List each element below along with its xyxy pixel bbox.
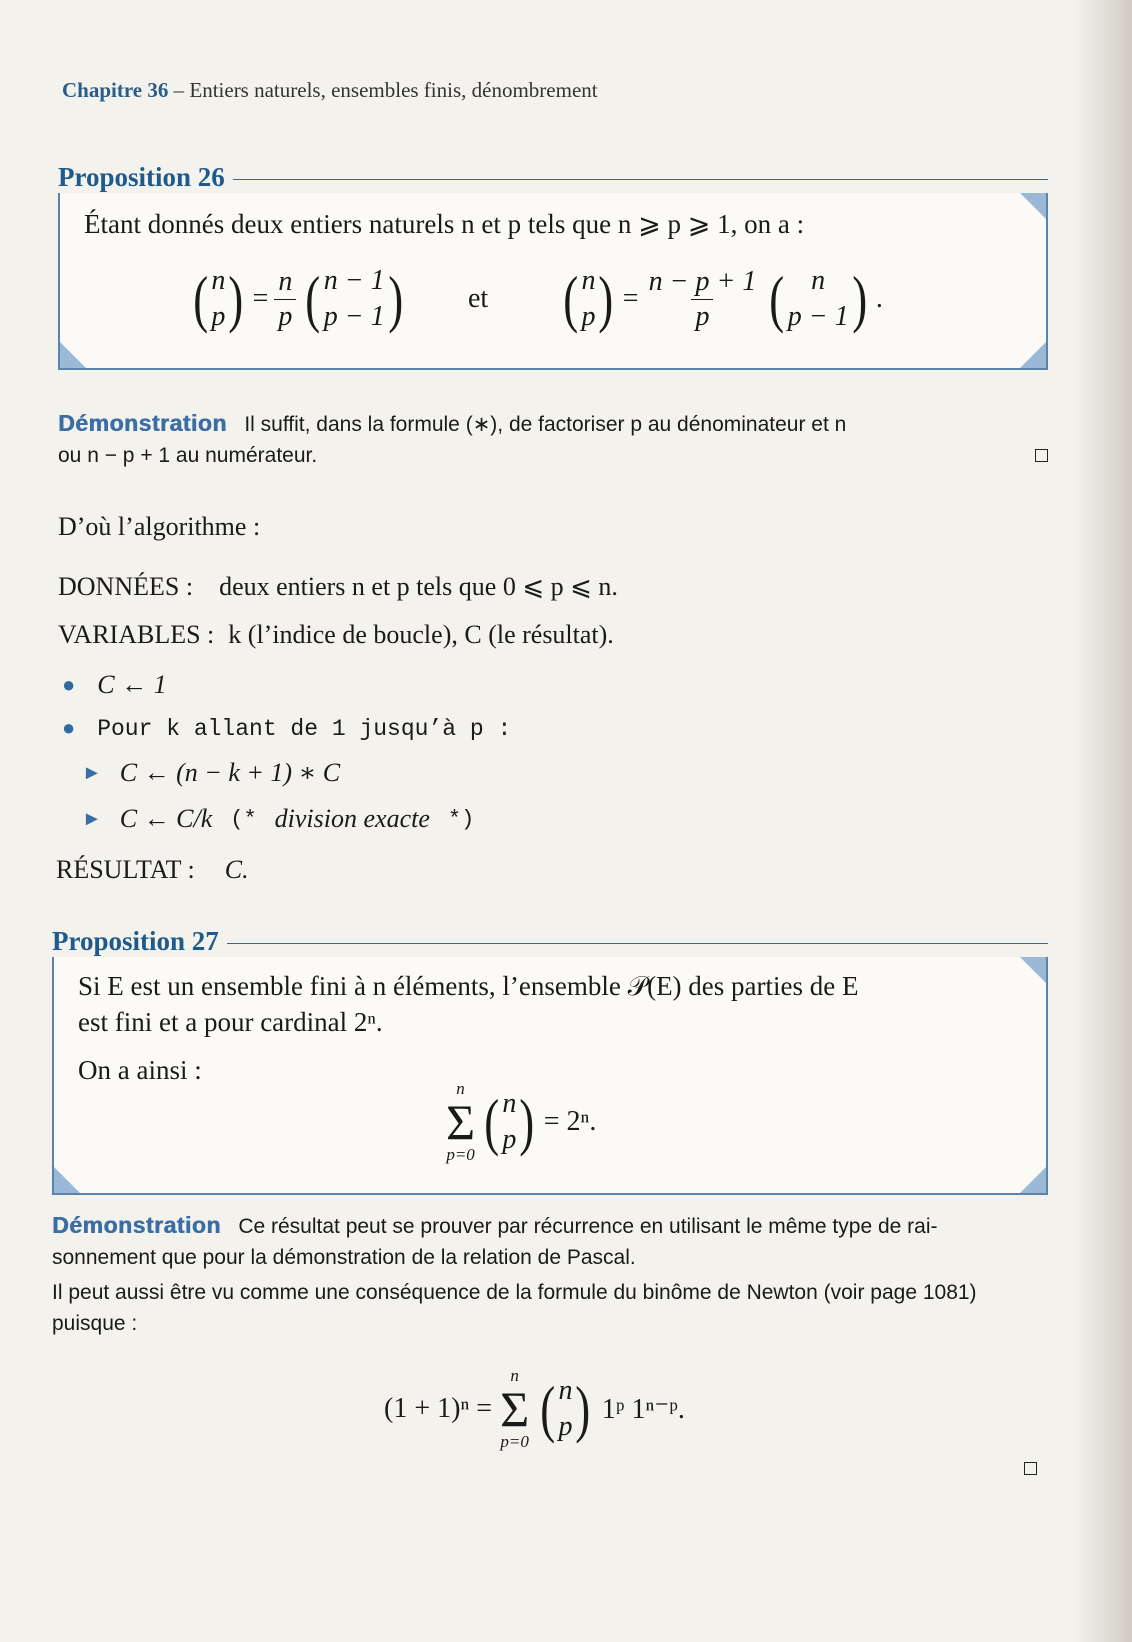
demonstration-2 <box>52 1210 1048 1339</box>
algorithm-step-1 <box>62 670 167 700</box>
running-header <box>62 78 598 103</box>
demonstration-text: Il suffit, dans la formule (∗), de factoriser p au dénominateur et n <box>244 413 847 436</box>
demonstration-text: sonnement que pour la démonstration de la relation de Pascal. <box>52 1246 636 1269</box>
binomial: ( n p ) <box>540 1373 591 1444</box>
demonstration-text: ou n − p + 1 au numérateur. <box>58 444 318 467</box>
binomial: ( n p ) <box>563 263 614 334</box>
corner-decoration <box>1020 1167 1046 1193</box>
algorithm-donnees <box>58 572 618 602</box>
qed-square-icon <box>1024 1462 1037 1480</box>
corner-decoration <box>1020 957 1046 983</box>
proposition-27-box <box>52 957 1048 1195</box>
algorithm-step-2 <box>62 716 511 742</box>
title-rule <box>227 943 1048 944</box>
proposition-26-statement: Étant donnés deux entiers naturels n et p tels que n ⩾ p ⩾ 1, on a : <box>84 209 805 239</box>
demonstration-text: puisque : <box>52 1312 138 1335</box>
proposition-26-title: Proposition 26 <box>58 162 225 192</box>
demonstration-label: Démonstration <box>52 1212 221 1238</box>
algorithm-variables <box>58 620 614 650</box>
proposition-26 <box>58 162 1048 370</box>
equals-sign: = <box>252 283 269 314</box>
formula-lhs: (1 + 1)ⁿ = <box>384 1393 493 1424</box>
comment-open: (* <box>230 806 257 832</box>
proposition-27-line: On a ainsi : <box>78 1055 202 1085</box>
algorithm-step-4 <box>82 804 474 834</box>
algorithm-resultat <box>56 855 249 885</box>
algorithm-intro: D’où l’algorithme : <box>58 512 261 541</box>
comment-close: *) <box>447 806 475 832</box>
formula-rhs: 1ᵖ 1ⁿ⁻ᵖ. <box>601 1394 685 1425</box>
proposition-26-title-row <box>58 162 1048 193</box>
demonstration-text: Il peut aussi être vu comme une conséquence de la formule du binôme de Newton (voir page 1081) <box>52 1281 977 1304</box>
equals-sign: = <box>622 283 639 314</box>
donnees-label: DONNÉES : <box>58 572 194 601</box>
et-word: et <box>467 283 489 314</box>
proposition-27-title-row <box>52 926 1048 957</box>
step-code: C ← C/k <box>119 804 213 833</box>
chapter-title: – Entiers naturels, ensembles finis, dénombrement <box>173 78 598 102</box>
bullet-icon: ● <box>62 716 76 742</box>
step-code: C ← 1 <box>97 670 167 699</box>
arrow-bullet-icon: ► <box>82 761 102 784</box>
fraction: $\frac{n}{p}$ <box>274 265 296 334</box>
title-rule <box>233 179 1048 180</box>
page-edge-shadow <box>1072 0 1132 1642</box>
proposition-27-line: est fini et a pour cardinal 2ⁿ. <box>78 1007 383 1037</box>
demonstration-1 <box>58 408 1048 471</box>
period: . <box>875 283 883 314</box>
binomial: ( n p − 1 ) <box>769 263 867 334</box>
bullet-icon: ● <box>62 672 76 697</box>
fraction: $\frac{n - p + 1}{p}$ <box>648 265 757 332</box>
algorithm-step-3 <box>82 758 340 788</box>
step-comment: division exacte <box>274 804 430 833</box>
corner-decoration <box>54 1167 80 1193</box>
step-code: C ← (n − k + 1) ∗ C <box>119 758 341 787</box>
variables-text: k (l’indice de boucle), C (le résultat). <box>228 620 614 649</box>
proposition-27-line: Si E est un ensemble fini à n éléments, l’ensemble 𝒫(E) des parties de E <box>78 971 859 1001</box>
resultat-label: RÉSULTAT : <box>56 855 195 884</box>
step-code: Pour k allant de 1 jusqu’à p : <box>97 716 512 742</box>
variables-label: VARIABLES : <box>58 620 215 649</box>
corner-decoration <box>1020 342 1046 368</box>
demonstration-label: Démonstration <box>58 410 227 436</box>
binomial: ( n − 1 p − 1 ) <box>305 263 403 334</box>
binomial: ( n p ) <box>484 1086 535 1157</box>
proposition-27 <box>52 926 1048 1195</box>
demonstration-text: Ce résultat peut se prouver par récurrence en utilisant le même type de rai- <box>238 1215 938 1238</box>
qed-square-icon <box>1035 449 1048 462</box>
corner-decoration <box>60 342 86 368</box>
summation-operator: n Σ p=0 <box>500 1366 530 1451</box>
proposition-27-formula <box>446 1079 596 1165</box>
binomial: ( n p ) <box>193 263 244 334</box>
proposition-26-box <box>58 193 1048 370</box>
formula-rhs: = 2ⁿ. <box>543 1106 597 1137</box>
corner-decoration <box>1020 193 1046 219</box>
arrow-bullet-icon: ► <box>82 807 102 830</box>
proposition-26-formula <box>190 263 883 335</box>
newton-formula <box>384 1366 685 1452</box>
donnees-text: deux entiers n et p tels que 0 ⩽ p ⩽ n. <box>219 572 618 601</box>
chapter-number: Chapitre 36 <box>62 78 169 102</box>
resultat-text: C. <box>224 855 249 884</box>
summation-operator: n Σ p=0 <box>446 1079 476 1164</box>
proposition-27-title: Proposition 27 <box>52 926 219 956</box>
